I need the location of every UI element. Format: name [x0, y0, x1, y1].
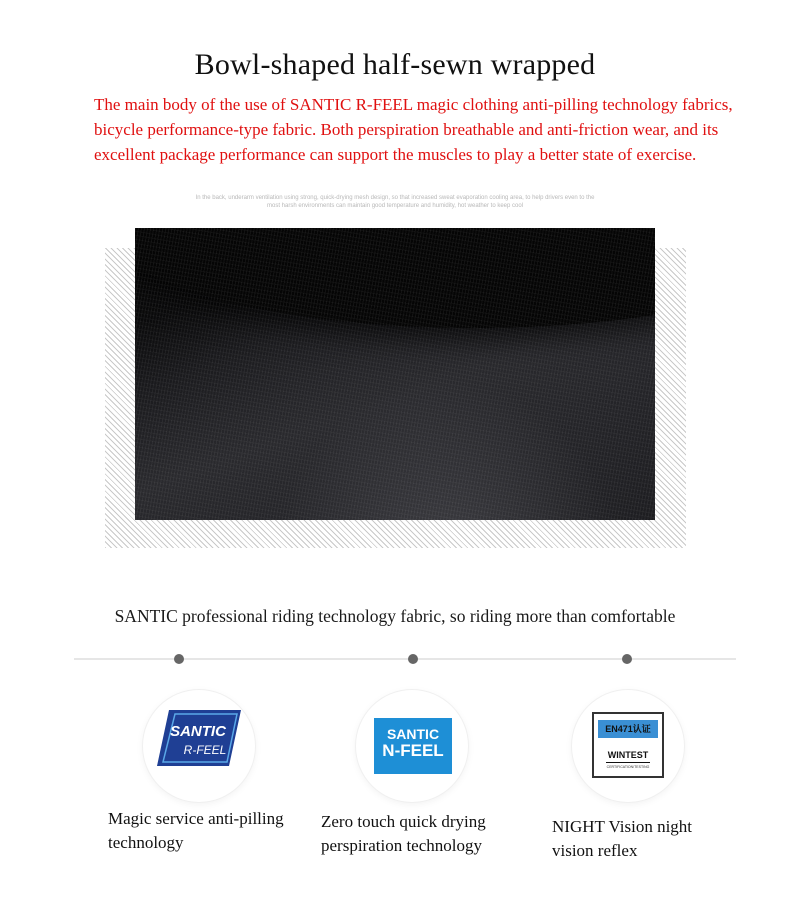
timeline-dot — [622, 654, 632, 664]
feature-label-line: Zero touch quick drying — [321, 812, 486, 831]
feature-label-line: technology — [108, 833, 184, 852]
fabric-closeup-image — [135, 228, 655, 520]
santic-n-feel-logo — [374, 718, 452, 774]
feature-label-quick-drying — [321, 810, 486, 858]
page-title: Bowl-shaped half-sewn wrapped — [194, 48, 596, 81]
cert-sub-text: CERTIFICATION/TESTING — [606, 765, 650, 769]
feature-label-line: NIGHT Vision night — [552, 817, 693, 836]
cert-brand-text: WINTEST — [607, 750, 649, 760]
logo-rfeel-text: R-FEEL — [183, 743, 227, 757]
feature-badge-night-vision — [572, 690, 684, 802]
fine-print: In the back, underarm ventilation using strong, quick-drying mesh design, so that increased sweat evaporation cooling area, to help drivers even to the most harsh environments can maintain good temperature and humidity, hot weather to keep cool — [195, 195, 595, 209]
feature-label-anti-pilling — [108, 807, 284, 855]
timeline-dot — [408, 654, 418, 664]
fabric-weave-texture — [135, 228, 655, 520]
logo-santic-text: SANTIC — [170, 723, 226, 740]
cert-divider — [606, 762, 650, 763]
feature-label-line: Magic service anti-pilling — [108, 809, 284, 828]
feature-label-night-vision — [552, 815, 692, 863]
santic-r-feel-logo — [149, 704, 249, 776]
logo-nfeel-text: N-FEEL — [382, 741, 444, 760]
intro-paragraph: The main body of the use of SANTIC R-FEEL magic clothing anti-pilling technology fabrics, bicycle performance-type fabric. Both perspiration breathable and anti-friction wear, and its excellent package performance can support the muscles to play a better state of exercise. — [94, 95, 733, 164]
en471-certificate-logo — [592, 712, 664, 778]
logo-santic-text: SANTIC — [386, 726, 440, 742]
feature-label-line: vision reflex — [552, 841, 638, 860]
timeline-dot — [174, 654, 184, 664]
tagline: SANTIC professional riding technology fabric, so riding more than comfortable — [114, 606, 676, 626]
feature-label-line: perspiration technology — [321, 836, 482, 855]
cert-standard-text: EN471认证 — [598, 720, 658, 738]
feature-badge-n-feel — [356, 690, 468, 802]
feature-badge-r-feel — [143, 690, 255, 802]
